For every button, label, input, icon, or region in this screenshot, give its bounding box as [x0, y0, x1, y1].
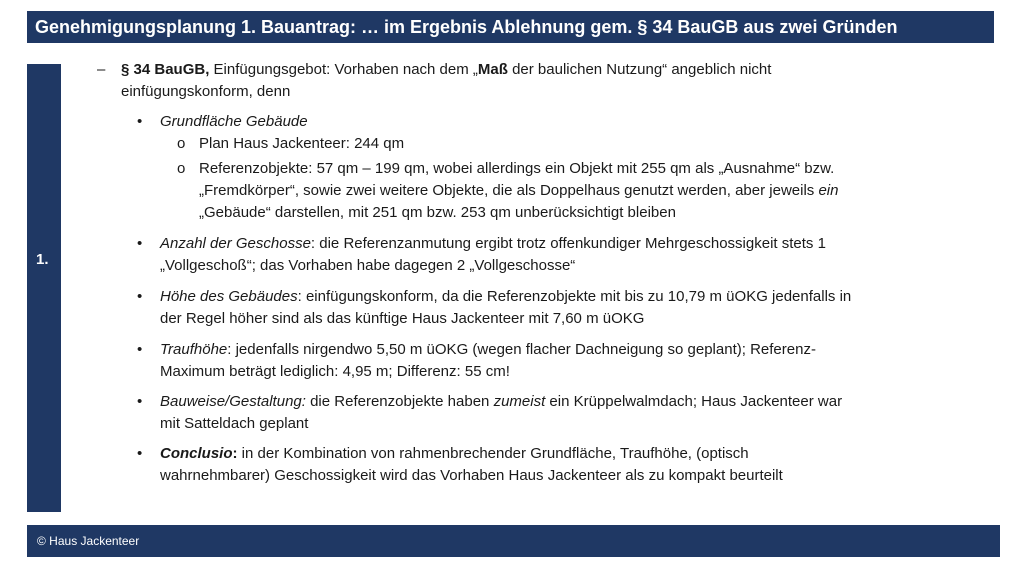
- intro-text-b: der baulichen Nutzung“ angeblich nicht: [507, 61, 772, 78]
- geschosse-line-2: „Vollgeschoß“; das Vorhaben habe dagegen 2 „Vollgeschosse“: [160, 257, 576, 274]
- hoehe-line-1: [160, 286, 851, 308]
- bauweise-line-1-text-b: ein Krüppelwalmdach; Haus Jackenteer war: [545, 393, 843, 410]
- hoehe-line-1-text: : einfügungskonform, da die Referenzobjekte mit bis zu 10,79 m üOKG jedenfalls in: [297, 288, 852, 305]
- traufhoehe-line-2: Maximum beträgt lediglich: 4,95 m; Differenz: 55 cm!: [160, 363, 510, 380]
- conclusio-colon: :: [232, 445, 238, 462]
- circle-marker: o: [177, 135, 186, 152]
- bauweise-line-1: [160, 391, 842, 413]
- intro-bold-word: Maß: [477, 61, 508, 78]
- bullet-marker: •: [137, 113, 143, 130]
- grundflaeche-heading: Grundfläche Gebäude: [160, 113, 308, 130]
- grundflaeche-plan: Plan Haus Jackenteer: 244 qm: [199, 135, 405, 152]
- traufhoehe-line-1-text: : jedenfalls nirgendwo 5,50 m üOKG (wegen flacher Dachneigung so geplant); Referenz-: [227, 341, 816, 358]
- hoehe-line-2: der Regel höher sind als das künftige Haus Jackenteer mit 7,60 m üOKG: [160, 310, 645, 327]
- bauweise-line-1-italic: zumeist: [493, 393, 546, 410]
- bullet-marker: •: [137, 341, 143, 358]
- conclusio-line-2: wahrnehmbarer) Geschossigkeit wird das Vorhaben Haus Jackenteer als zu kompakt beurteilt: [160, 467, 783, 484]
- conclusio-line-1: [160, 443, 749, 465]
- footer-bar: [27, 525, 1000, 557]
- conclusio-line-1-text: in der Kombination von rahmenbrechender Grundfläche, Traufhöhe, (optisch: [237, 445, 749, 462]
- bullet-marker: •: [137, 235, 143, 252]
- conclusio-label: Conclusio: [160, 445, 233, 462]
- intro-line-1: [121, 59, 771, 81]
- intro-text-a: Einfügungsgebot: Vorhaben nach dem „: [209, 61, 478, 78]
- geschosse-line-1: [160, 233, 826, 255]
- intro-bold-prefix: § 34 BauGB,: [121, 61, 210, 78]
- slide-title: Genehmigungsplanung 1. Bauantrag: … im Ergebnis Ablehnung gem. § 34 BauGB aus zwei Gründen: [35, 17, 898, 37]
- bauweise-label: Bauweise/Gestaltung:: [160, 393, 306, 410]
- grundflaeche-ref-line-2-text: „Fremdkörper“, sowie zwei weitere Objekte, die als Doppelhaus genutzt werden, aber jeweils: [199, 182, 819, 199]
- bullet-marker: •: [137, 288, 143, 305]
- grundflaeche-ref-line-2: [199, 180, 838, 202]
- geschosse-line-1-text: : die Referenzanmutung ergibt trotz offenkundiger Mehrgeschossigkeit stets 1: [310, 235, 826, 252]
- hoehe-label: Höhe des Gebäudes: [160, 288, 298, 305]
- footer-copyright: © Haus Jackenteer: [37, 534, 140, 548]
- geschosse-label: Anzahl der Geschosse: [160, 235, 311, 252]
- bauweise-line-2: mit Satteldach geplant: [160, 415, 309, 432]
- bullet-marker: •: [137, 445, 143, 462]
- dash-marker: –: [97, 61, 106, 78]
- intro-line-2: einfügungskonform, denn: [121, 83, 291, 100]
- bullet-marker: •: [137, 393, 143, 410]
- circle-marker: o: [177, 160, 186, 177]
- grundflaeche-ref-line-1: Referenzobjekte: 57 qm – 199 qm, wobei allerdings ein Objekt mit 255 qm als „Ausnahme“ bzw.: [199, 160, 835, 177]
- traufhoehe-line-1: [160, 339, 816, 361]
- section-number: 1.: [36, 251, 49, 268]
- bauweise-line-1-text-a: die Referenzobjekte haben: [305, 393, 494, 410]
- grundflaeche-ref-line-2-italic: ein: [818, 182, 839, 199]
- traufhoehe-label: Traufhöhe: [160, 341, 228, 358]
- grundflaeche-ref-line-3: „Gebäude“ darstellen, mit 251 qm bzw. 253 qm unberücksichtigt bleiben: [199, 204, 676, 221]
